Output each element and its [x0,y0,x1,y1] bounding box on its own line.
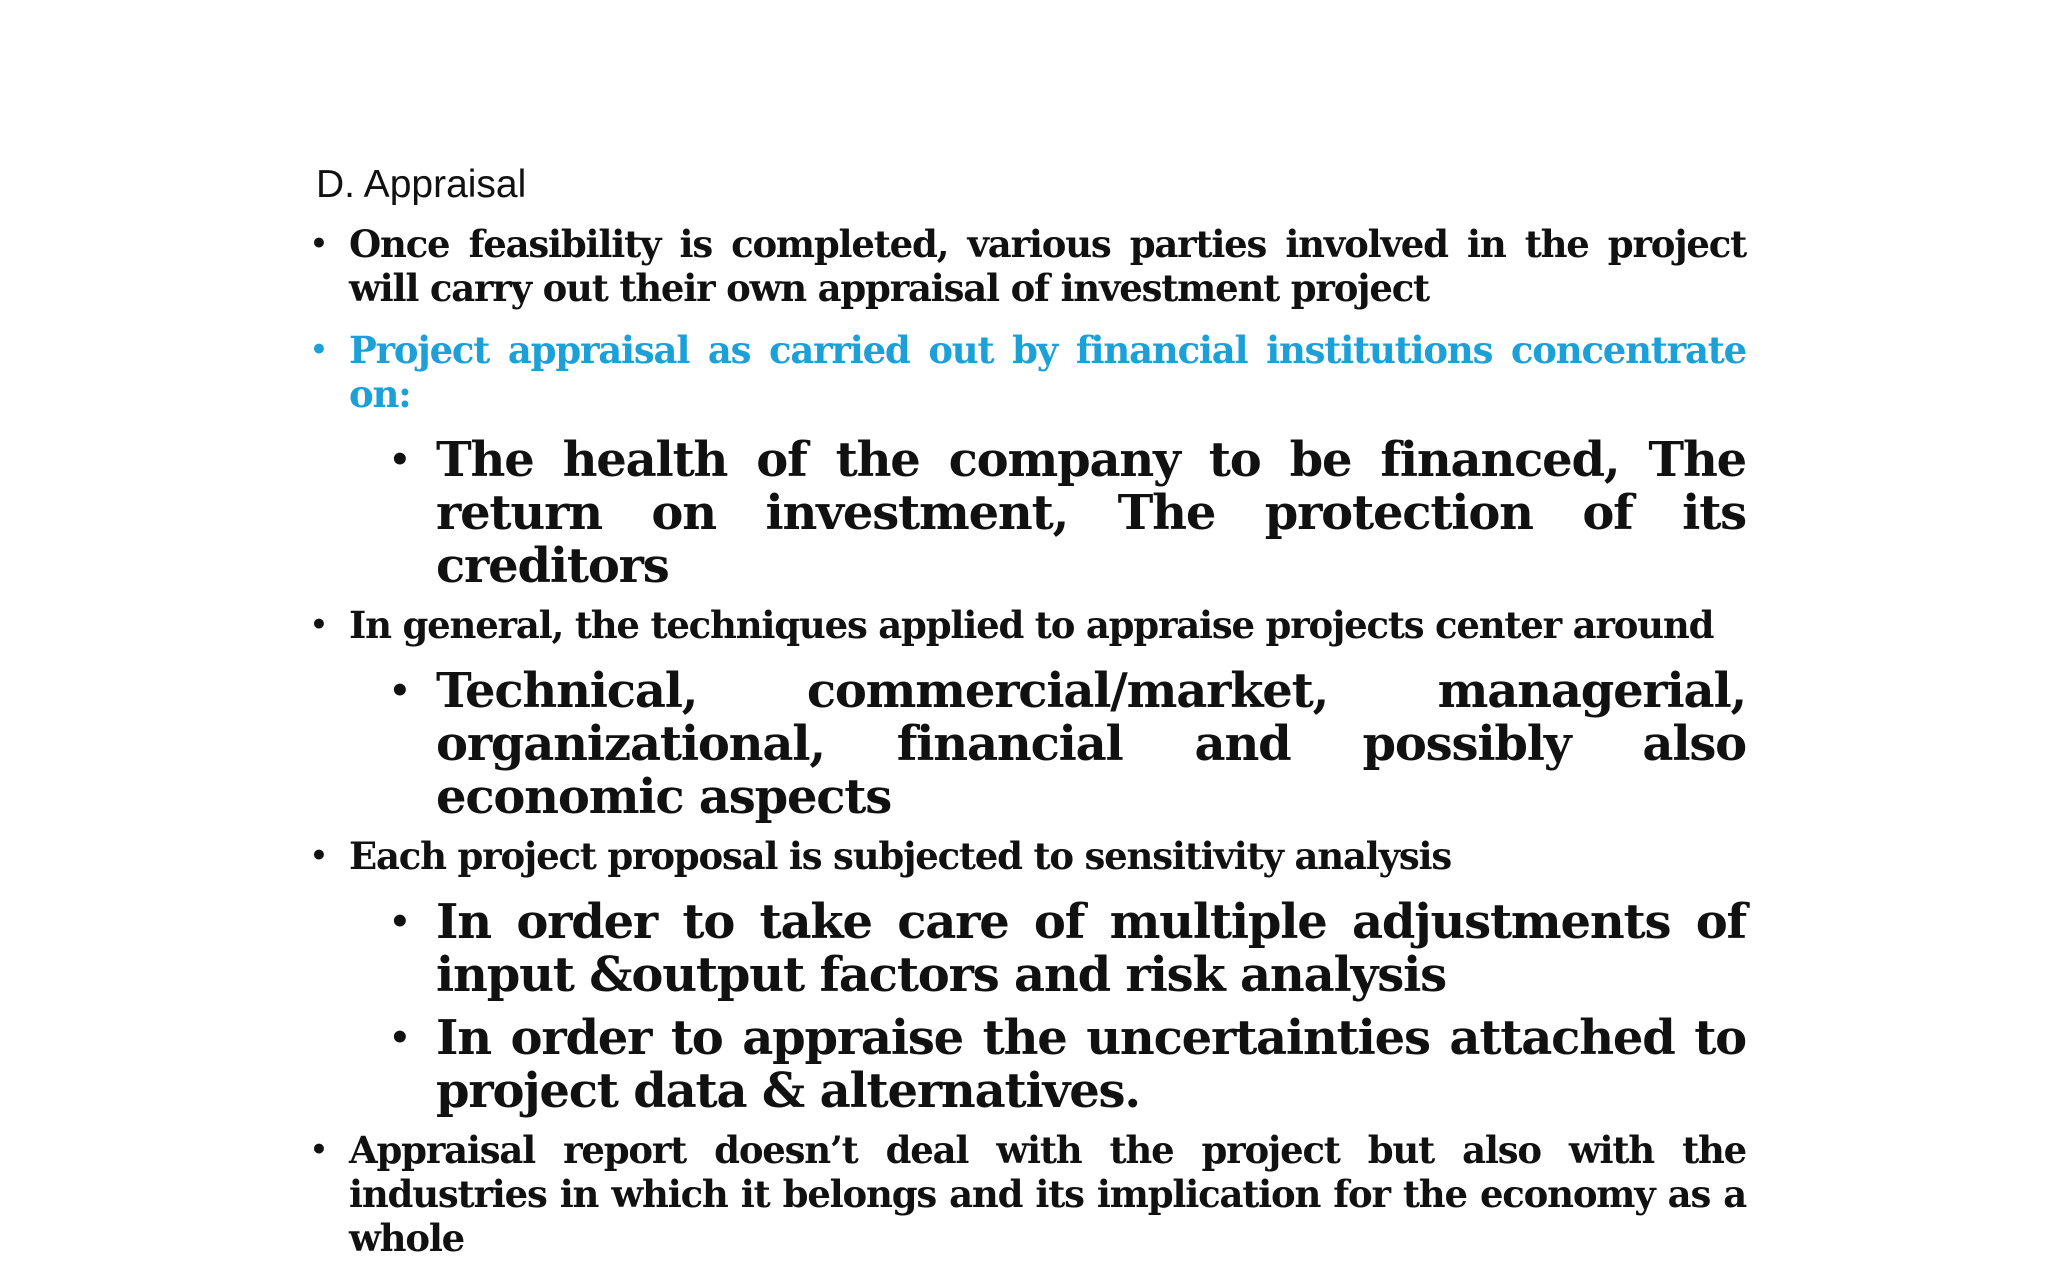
bullet-text: In order to take care of multiple adjustments of input &output factors and risk analysis [436,894,1746,1003]
sub-bullet-item-1 [389,434,1746,593]
bullet-item-5 [310,1128,1746,1260]
bullet-item-3 [310,603,1746,647]
bullet-dot-icon: • [389,671,410,711]
bullet-text: Each project proposal is subjected to sensitivity analysis [349,834,1452,878]
bullet-text: In order to appraise the uncertainties attached to project data & alternatives. [436,1010,1746,1119]
sub-bullet-item-3 [389,896,1746,1002]
bullet-dot-icon: • [310,227,327,260]
bullet-dot-icon: • [389,440,410,480]
bullet-item-2 [310,328,1746,416]
sub-bullet-item-4 [389,1012,1746,1118]
bullet-dot-icon: • [310,333,327,366]
bullet-dot-icon: • [389,902,410,942]
sub-bullet-item-2 [389,665,1746,824]
slide-heading: D. Appraisal [316,163,527,206]
bullet-text: In general, the techniques applied to appraise projects center around [349,603,1714,647]
bullet-dot-icon: • [310,839,327,872]
bullet-text: Once feasibility is completed, various parties involved in the project will carry out their own appraisal of investment project [349,222,1746,310]
bullet-item-4 [310,834,1746,878]
bullet-text: Technical, commercial/market, managerial, organizational, financial and possibly also economic aspects [436,663,1746,825]
bullet-text: The health of the company to be financed, The return on investment, The protection of its creditors [436,432,1746,594]
bullet-dot-icon: • [389,1018,410,1058]
bullet-item-1 [310,222,1746,310]
bullet-list [310,222,1746,1278]
bullet-text: Appraisal report doesn’t deal with the project but also with the industries in which it belongs and its implication for the economy as a whole [349,1128,1746,1260]
bullet-dot-icon: • [310,1133,327,1166]
bullet-text: Project appraisal as carried out by financial institutions concentrate on: [349,328,1746,416]
bullet-dot-icon: • [310,608,327,641]
